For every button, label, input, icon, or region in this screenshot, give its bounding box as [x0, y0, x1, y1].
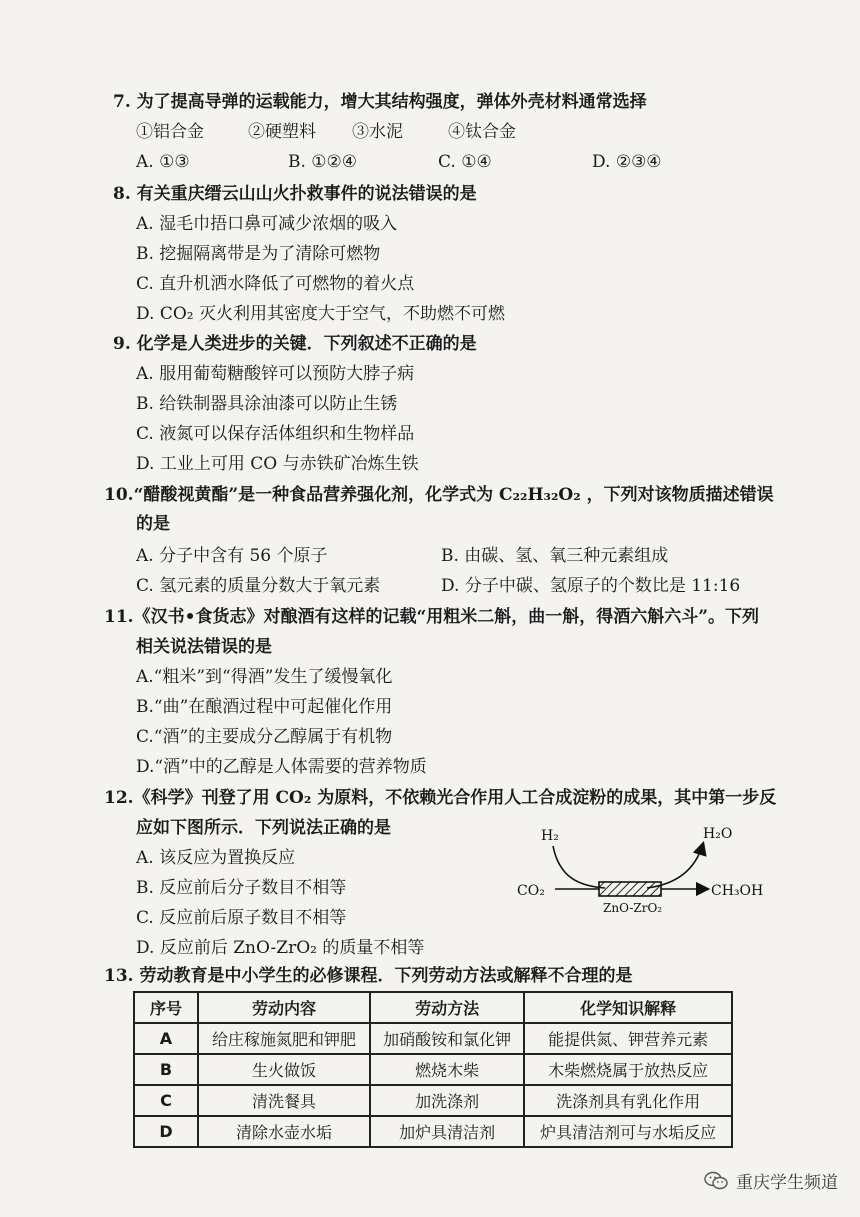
q8-option-b: B. 挖掘隔离带是为了清除可燃物	[136, 244, 381, 264]
q10-option-a: A. 分子中含有 56 个原子	[136, 546, 328, 566]
q9-option-d: D. 工业上可用 CO 与赤铁矿冶炼生铁	[136, 454, 419, 474]
header-content: 劳动内容	[198, 992, 370, 1023]
q7-item-4: ④钛合金	[448, 122, 516, 142]
q11-option-c: C.“酒”的主要成分乙醇属于有机物	[136, 727, 393, 747]
q12-option-c: C. 反应前后原子数目不相等	[136, 908, 347, 928]
row-c-content: 清洗餐具	[198, 1085, 370, 1116]
row-d-explanation: 炉具清洁剂可与水垢反应	[524, 1116, 732, 1147]
table-header-row	[134, 992, 732, 1023]
question-11-stem-line1: 11.《汉书•食货志》对酿酒有这样的记载“用粗米二斛，曲一斛，得酒六斛六斗”。下列	[104, 607, 759, 627]
q7-option-a: A. ①③	[136, 152, 190, 172]
wechat-icon	[704, 1171, 728, 1191]
q11-option-a: A.“粗米”到“得酒”发生了缓慢氧化	[136, 667, 393, 687]
question-10-stem-line2: 的是	[136, 514, 170, 534]
watermark	[704, 1168, 838, 1193]
q7-option-d: D. ②③④	[592, 152, 662, 172]
label-h2: H₂	[541, 828, 559, 844]
question-11-stem-line2: 相关说法错误的是	[136, 637, 272, 657]
question-8-stem: 8. 有关重庆缙云山山火扑救事件的说法错误的是	[113, 184, 477, 204]
reaction-diagram	[515, 818, 775, 918]
q7-item-3: ③水泥	[352, 122, 403, 142]
row-c-code: C	[134, 1085, 198, 1116]
question-7-stem: 7. 为了提高导弹的运载能力，增大其结构强度，弹体外壳材料通常选择	[113, 92, 647, 112]
question-12-stem-line2: 应如下图所示．下列说法正确的是	[136, 818, 391, 838]
table-row	[134, 1116, 732, 1147]
row-c-explanation: 洗涤剂具有乳化作用	[524, 1085, 732, 1116]
row-d-content: 清除水壶水垢	[198, 1116, 370, 1147]
row-b-code: B	[134, 1054, 198, 1085]
row-d-code: D	[134, 1116, 198, 1147]
q9-option-b: B. 给铁制器具涂油漆可以防止生锈	[136, 394, 398, 414]
table-row	[134, 1023, 732, 1054]
q12-option-a: A. 该反应为置换反应	[136, 848, 296, 868]
label-ch3oh: CH₃OH	[711, 883, 764, 899]
header-code: 序号	[134, 992, 198, 1023]
table-row	[134, 1085, 732, 1116]
label-catalyst: ZnO-ZrO₂	[603, 901, 663, 915]
row-d-method: 加炉具清洁剂	[370, 1116, 524, 1147]
question-10-stem-line1: 10.“醋酸视黄酯”是一种食品营养强化剂，化学式为 C₂₂H₃₂O₂ ，下列对该物质描述错误	[104, 485, 774, 505]
q9-option-c: C. 液氮可以保存活体组织和生物样品	[136, 424, 415, 444]
row-a-code: A	[134, 1023, 198, 1054]
row-a-explanation: 能提供氮、钾营养元素	[524, 1023, 732, 1054]
q7-option-c: C. ①④	[438, 152, 492, 172]
q11-option-d: D.“酒”中的乙醇是人体需要的营养物质	[136, 757, 427, 777]
q8-option-c: C. 直升机洒水降低了可燃物的着火点	[136, 274, 415, 294]
q10-option-d: D. 分子中碳、氢原子的个数比是 11:16	[441, 576, 741, 596]
q8-option-d: D. CO₂ 灭火利用其密度大于空气，不助燃不可燃	[136, 304, 505, 324]
catalyst-box	[599, 882, 661, 896]
question-9-stem: 9. 化学是人类进步的关键．下列叙述不正确的是	[113, 334, 477, 354]
label-h2o: H₂O	[703, 826, 733, 842]
row-b-method: 燃烧木柴	[370, 1054, 524, 1085]
watermark-text: 重庆学生频道	[736, 1173, 838, 1193]
row-a-method: 加硝酸铵和氯化钾	[370, 1023, 524, 1054]
row-b-explanation: 木柴燃烧属于放热反应	[524, 1054, 732, 1085]
q11-option-b: B.“曲”在酿酒过程中可起催化作用	[136, 697, 393, 717]
h2-curve	[553, 846, 605, 888]
q7-option-b: B. ①②④	[288, 152, 358, 172]
row-b-content: 生火做饭	[198, 1054, 370, 1085]
q9-option-a: A. 服用葡萄糖酸锌可以预防大脖子病	[136, 364, 415, 384]
row-c-method: 加洗涤剂	[370, 1085, 524, 1116]
header-method: 劳动方法	[370, 992, 524, 1023]
row-a-content: 给庄稼施氮肥和钾肥	[198, 1023, 370, 1054]
header-explanation: 化学知识解释	[524, 992, 732, 1023]
q12-option-b: B. 反应前后分子数目不相等	[136, 878, 347, 898]
q7-item-1: ①铝合金	[136, 122, 204, 142]
q8-option-a: A. 湿毛巾捂口鼻可减少浓烟的吸入	[136, 214, 398, 234]
label-co2: CO₂	[517, 883, 545, 899]
question-12-stem-line1: 12.《科学》刊登了用 CO₂ 为原料，不依赖光合作用人工合成淀粉的成果，其中第一步反	[104, 788, 777, 808]
question-13-stem: 13. 劳动教育是中小学生的必修课程．下列劳动方法或解释不合理的是	[104, 966, 633, 986]
q10-option-b: B. 由碳、氢、氧三种元素组成	[441, 546, 669, 566]
q12-option-d: D. 反应前后 ZnO-ZrO₂ 的质量不相等	[136, 938, 425, 958]
q10-option-c: C. 氢元素的质量分数大于氧元素	[136, 576, 381, 596]
table-row	[134, 1054, 732, 1085]
labor-table	[133, 991, 733, 1148]
q7-item-2: ②硬塑料	[248, 122, 316, 142]
